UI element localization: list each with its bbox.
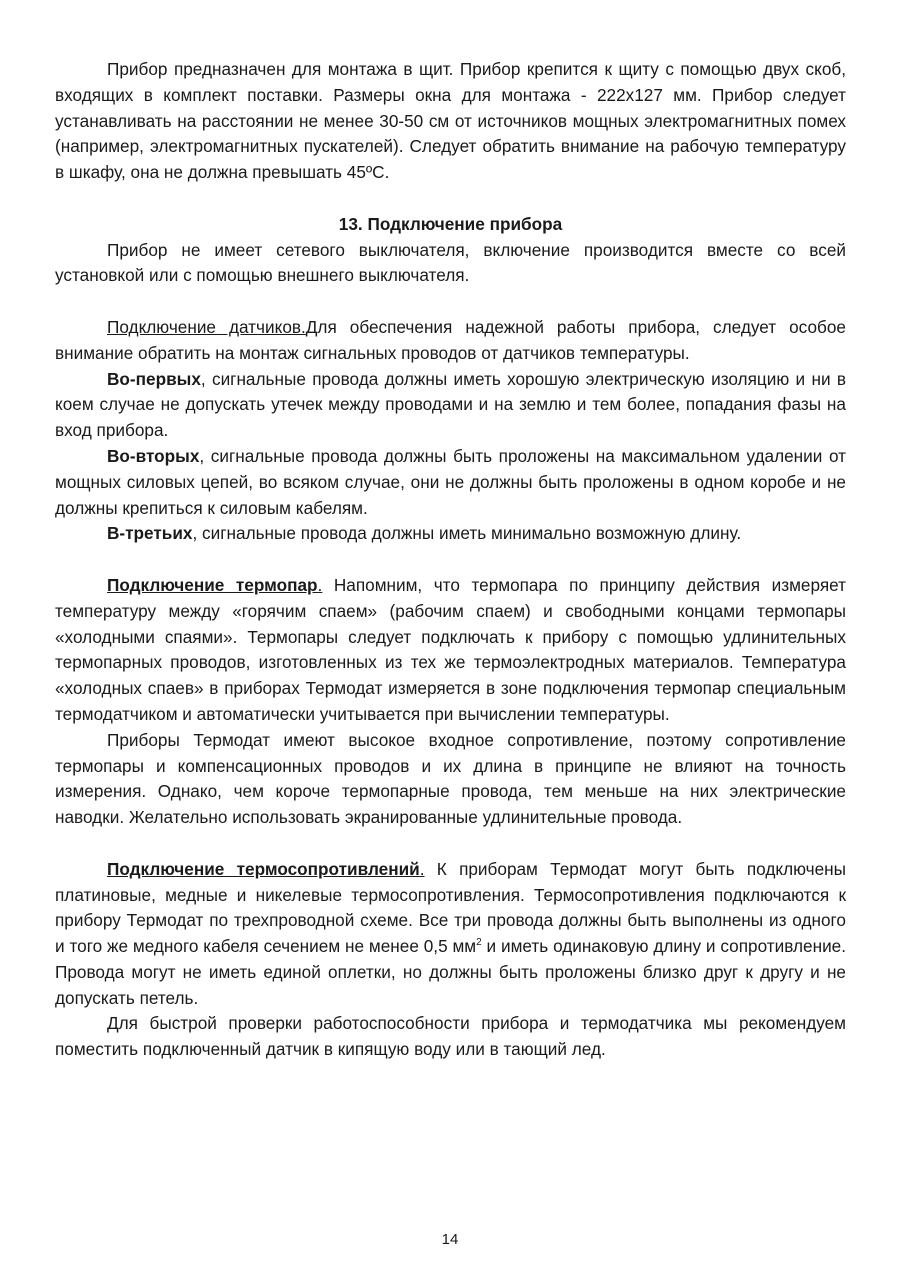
rtd-title-punct: . [419, 858, 425, 879]
rtd-text-after: и иметь одинаковую длину и сопротивление. Провода могут не иметь единой оплетки, но должны быть проложены близко друг к другу и не допускать петель. [55, 936, 846, 1008]
section-heading: 13. Подключение прибора [338, 213, 563, 234]
document-page [55, 57, 846, 1063]
power-paragraph: Прибор не имеет сетевого выключателя, включение производится вместе со всей установкой или с помощью внешнего выключателя. [55, 239, 846, 286]
thermocouples-paragraph-2: Приборы Термодат имеют высокое входное сопротивление, поэтому сопротивление термопары и компенсационных проводов и их длина в принципе не влияют на точность измерения. Однако, чем короче термопарные провода, тем меньше на них электрические наводки. Желательно использовать экранированные удлинительные провода. [55, 729, 846, 828]
spacer [55, 186, 846, 212]
thermocouples-text: Напомним, что термопара по принципу действия измеряет температуру между «горячим спаем» (рабочим спаем) и свободными концами термопары «холодными спаями». Термопары следует подключать к прибору с помощью удлинительных термопарных проводов, изготовленных из тех же термоэлектродных материалов. Температура «холодных спаев» в приборах Термодат измеряется в зоне подключения термопар специальным термодатчиком и автоматически учитывается при вычислении температуры. [55, 574, 846, 724]
second-label: Во-вторых [107, 445, 200, 466]
first-label: Во-первых [107, 368, 201, 389]
third-text: , сигнальные провода должны иметь минимально возможную длину. [192, 523, 742, 544]
second-text: , сигнальные провода должны быть проложены на максимальном удалении от мощных силовых цепей, во всяком случае, они не должны быть проложены в одном коробе и не должны крепиться к силовым кабелям. [55, 445, 846, 518]
rtd-superscript: 2 [476, 937, 482, 949]
spacer [55, 289, 846, 315]
intro-paragraph: Прибор предназначен для монтажа в щит. Прибор крепится к щиту с помощью двух скоб, входящих в комплект поставки. Размеры окна для монтажа - 222х127 мм. Прибор следует устанавливать на расстоянии не менее 30-50 см от источников мощных электромагнитных помех (например, электромагнитных пускателей). Следует обратить внимание на рабочую температуру в шкафу, она не должна превышать 45ºС. [55, 59, 846, 183]
sensors-text: Для обеспечения надежной работы прибора, следует особое внимание обратить на монтаж сигнальных проводов от датчиков температуры. [55, 316, 846, 363]
rtd-text-before: К приборам Термодат могут быть подключены платиновые, медные и никелевые термосопротивления. Термосопротивления подключаются к прибору Термодат по трехпроводной схеме. Все три провода должны быть выполнены из одного и того же медного кабеля сечением не менее 0,5 мм [55, 858, 846, 957]
sensors-first-paragraph [55, 367, 846, 444]
rtd-paragraph-2: Для быстрой проверки работоспособности прибора и термодатчика мы рекомендуем поместить подключенный датчик в кипящую воду или в тающий лед. [55, 1013, 846, 1060]
thermocouples-paragraph [55, 573, 846, 728]
sensors-second-paragraph [55, 444, 846, 521]
sensors-paragraph [55, 315, 846, 367]
third-label: В-третьих [107, 523, 193, 544]
spacer [55, 547, 846, 573]
first-text: , сигнальные провода должны иметь хорошую электрическую изоляцию и ни в коем случае не допускать утечек между проводами и на землю и тем более, попадания фазы на вход прибора. [55, 368, 846, 441]
thermocouples-title-punct: . [317, 574, 323, 595]
sensors-third-paragraph [55, 521, 846, 547]
sensors-title: Подключение датчиков. [107, 316, 306, 337]
thermocouples-title: Подключение термопар [107, 574, 318, 595]
rtd-title: Подключение термосопротивлений [107, 858, 420, 879]
spacer [55, 831, 846, 857]
page-number: 14 [441, 1231, 459, 1248]
rtd-paragraph [55, 857, 846, 1012]
